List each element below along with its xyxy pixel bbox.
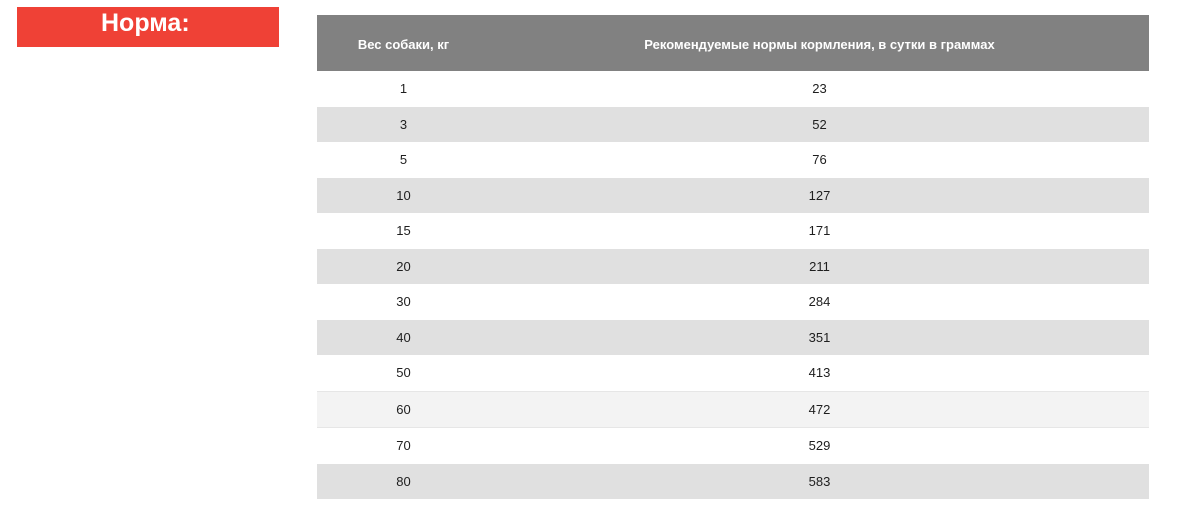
- cell-weight: 3: [317, 107, 490, 143]
- table-row: [317, 320, 1149, 356]
- cell-weight: 70: [317, 428, 490, 464]
- norma-title: Норма:: [101, 9, 190, 37]
- table-row: [317, 355, 1149, 391]
- cell-grams: 127: [490, 178, 1149, 214]
- header-dog-weight-label: Вес собаки, кг: [357, 36, 450, 52]
- table-row: [317, 213, 1149, 249]
- cell-grams: 351: [490, 320, 1149, 356]
- cell-weight: 50: [317, 355, 490, 391]
- cell-weight: 1: [317, 71, 490, 107]
- cell-weight: 60: [317, 391, 490, 428]
- cell-grams: 52: [490, 107, 1149, 143]
- table-row: [317, 249, 1149, 285]
- header-feeding-norm: [490, 15, 1149, 71]
- cell-grams: 529: [490, 428, 1149, 464]
- cell-grams: 76: [490, 142, 1149, 178]
- cell-grams: 583: [490, 464, 1149, 500]
- cell-weight: 80: [317, 464, 490, 500]
- table-row: [317, 284, 1149, 320]
- feeding-norms-table: [317, 15, 1149, 499]
- cell-weight: 5: [317, 142, 490, 178]
- cell-weight: 20: [317, 249, 490, 285]
- table-row: [317, 71, 1149, 107]
- cell-weight: 40: [317, 320, 490, 356]
- table-row: [317, 391, 1149, 428]
- table-header-row: [317, 15, 1149, 71]
- cell-grams: 171: [490, 213, 1149, 249]
- header-dog-weight: [317, 15, 490, 71]
- cell-grams: 472: [490, 391, 1149, 428]
- table-row: [317, 142, 1149, 178]
- table-row: [317, 107, 1149, 143]
- table-row: [317, 428, 1149, 464]
- cell-weight: 10: [317, 178, 490, 214]
- header-feeding-norm-label: Рекомендуемые нормы кормления, в сутки в граммах: [644, 36, 995, 52]
- norma-banner: [17, 7, 279, 47]
- cell-grams: 23: [490, 71, 1149, 107]
- cell-weight: 15: [317, 213, 490, 249]
- table-row: [317, 464, 1149, 500]
- cell-weight: 30: [317, 284, 490, 320]
- cell-grams: 413: [490, 355, 1149, 391]
- cell-grams: 211: [490, 249, 1149, 285]
- cell-grams: 284: [490, 284, 1149, 320]
- table-row: [317, 178, 1149, 214]
